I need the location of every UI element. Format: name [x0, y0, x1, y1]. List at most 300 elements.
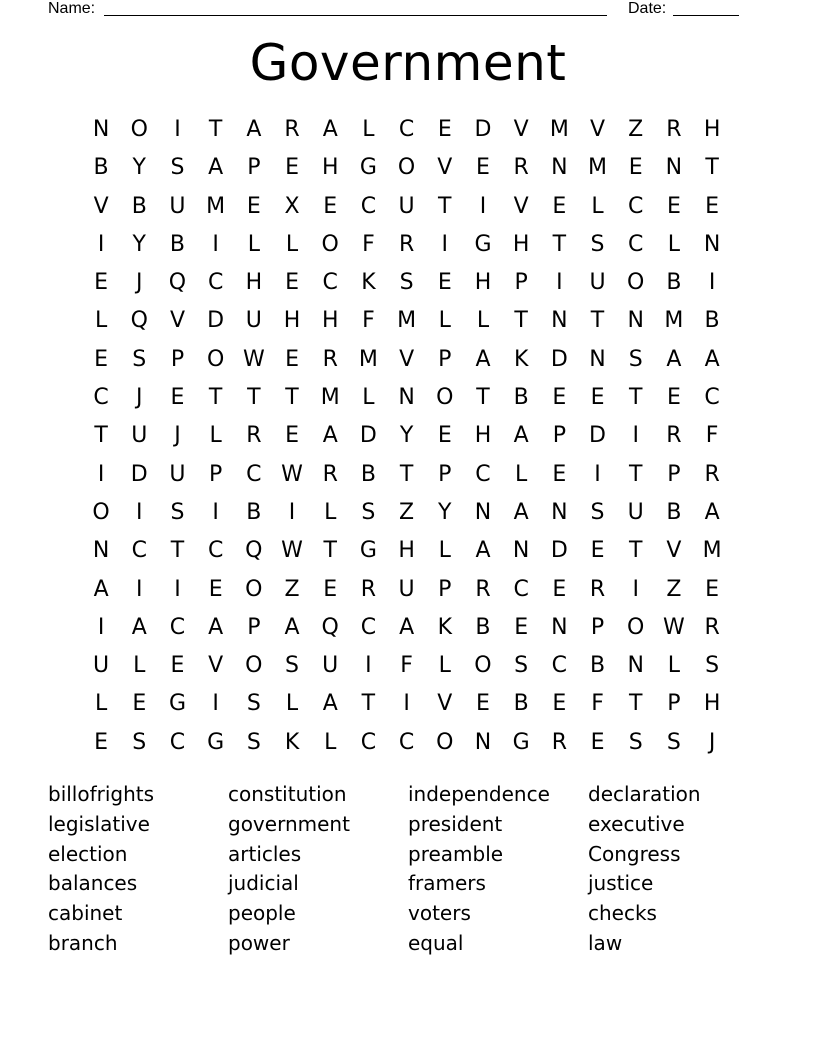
grid-letter[interactable]: S [628, 729, 643, 755]
grid-letter[interactable]: O [206, 346, 225, 372]
grid-letter[interactable]: N [474, 729, 492, 755]
grid-letter[interactable]: G [512, 729, 530, 755]
grid-letter[interactable]: B [360, 461, 376, 487]
grid-letter[interactable]: P [247, 614, 261, 640]
grid-letter[interactable]: A [666, 346, 682, 372]
grid-letter[interactable]: E [705, 193, 720, 219]
grid-letter[interactable]: S [399, 270, 414, 296]
grid-letter[interactable]: Y [132, 155, 146, 181]
grid-letter[interactable]: N [703, 231, 721, 257]
grid-letter[interactable]: P [667, 691, 681, 717]
grid-letter[interactable]: E [170, 385, 185, 411]
word-list [48, 780, 768, 959]
grid-letter[interactable]: I [708, 270, 716, 296]
grid-letter[interactable]: C [93, 385, 109, 411]
grid-letter[interactable]: D [589, 423, 606, 449]
grid-letter[interactable]: T [628, 385, 643, 411]
grid-letter[interactable]: I [441, 231, 449, 257]
grid-letter[interactable]: Q [321, 614, 339, 640]
grid-letter[interactable]: U [169, 461, 186, 487]
grid-letter[interactable]: E [590, 729, 605, 755]
grid-letter[interactable]: H [703, 691, 721, 717]
grid-letter[interactable]: R [322, 346, 338, 372]
grid-letter[interactable]: Z [284, 576, 300, 602]
grid-letter[interactable]: O [397, 155, 416, 181]
grid-letter[interactable]: A [284, 614, 300, 640]
grid-letter[interactable]: L [247, 231, 260, 257]
grid-letter[interactable]: G [474, 231, 492, 257]
grid-letter[interactable]: M [320, 385, 340, 411]
grid-letter[interactable]: N [551, 155, 568, 181]
grid-letter[interactable]: R [246, 423, 262, 449]
grid-letter[interactable]: I [174, 576, 181, 602]
grid-letter[interactable]: T [628, 538, 643, 564]
grid-letter[interactable]: T [170, 538, 185, 564]
grid-letter[interactable]: N [398, 385, 415, 411]
grid-letter[interactable]: I [212, 231, 219, 257]
grid-letter[interactable]: R [666, 117, 682, 142]
grid-letter[interactable]: A [704, 499, 720, 525]
grid-letter[interactable]: B [93, 155, 109, 181]
grid-letter[interactable]: L [133, 653, 146, 679]
grid-letter[interactable]: N [665, 155, 683, 181]
grid-letter[interactable]: O [627, 270, 645, 296]
grid-letter[interactable]: C [322, 270, 338, 296]
grid-letter[interactable]: S [246, 691, 261, 717]
grid-letter[interactable]: K [284, 729, 300, 755]
date-blank-line[interactable] [673, 15, 739, 16]
grid-letter[interactable]: V [93, 193, 109, 219]
grid-letter[interactable]: A [208, 614, 224, 640]
grid-letter[interactable]: P [170, 346, 185, 372]
grid-letter[interactable]: E [552, 385, 567, 411]
grid-letter[interactable]: O [436, 385, 454, 411]
grid-letter[interactable]: C [169, 614, 186, 640]
grid-letter[interactable]: I [174, 117, 181, 142]
grid-letter[interactable]: A [475, 346, 491, 372]
grid-letter[interactable]: A [246, 117, 262, 142]
grid-letter[interactable]: A [513, 499, 529, 525]
grid-letter[interactable]: I [632, 576, 639, 602]
grid-letter[interactable]: N [474, 499, 492, 525]
grid-letter[interactable]: U [589, 270, 606, 296]
grid-letter[interactable]: N [589, 346, 606, 372]
grid-letter[interactable]: W [281, 538, 303, 564]
grid-letter[interactable]: D [474, 117, 492, 142]
grid-letter[interactable]: R [704, 461, 720, 487]
grid-letter[interactable]: N [92, 117, 110, 142]
grid-letter[interactable]: C [360, 614, 377, 640]
grid-letter[interactable]: A [93, 576, 109, 602]
grid-letter[interactable]: I [288, 499, 296, 525]
grid-letter[interactable]: R [551, 729, 567, 755]
grid-letter[interactable]: P [438, 576, 452, 602]
grid-letter[interactable]: P [209, 461, 223, 487]
grid-letter[interactable]: Z [399, 499, 415, 525]
grid-letter[interactable]: S [285, 653, 300, 679]
grid-letter[interactable]: E [552, 576, 567, 602]
grid-letter[interactable]: S [132, 729, 147, 755]
grid-letter[interactable]: E [666, 193, 681, 219]
grid-letter[interactable]: D [359, 423, 377, 449]
grid-letter[interactable]: C [246, 461, 262, 487]
grid-letter[interactable]: E [666, 385, 681, 411]
grid-letter[interactable]: L [324, 499, 337, 525]
grid-letter[interactable]: U [398, 576, 415, 602]
grid-letter[interactable]: L [667, 231, 681, 257]
grid-letter[interactable]: T [247, 385, 261, 411]
grid-letter[interactable]: V [590, 117, 606, 142]
grid-letter[interactable]: P [667, 461, 681, 487]
grid-letter[interactable]: L [285, 231, 299, 257]
grid-letter[interactable]: V [437, 155, 453, 181]
grid-letter[interactable]: F [362, 308, 375, 334]
grid-letter[interactable]: C [704, 385, 720, 411]
grid-letter[interactable]: E [94, 729, 109, 755]
grid-letter[interactable]: C [628, 231, 644, 257]
grid-letter[interactable]: N [627, 308, 644, 334]
grid-letter[interactable]: E [323, 576, 338, 602]
grid-letter[interactable]: S [590, 499, 605, 525]
grid-letter[interactable]: E [285, 346, 299, 372]
grid-letter[interactable]: S [628, 346, 643, 372]
grid-letter[interactable]: C [169, 729, 186, 755]
grid-letter[interactable]: L [667, 653, 681, 679]
word-list-item: Congress [588, 841, 681, 866]
grid-letter[interactable]: I [212, 499, 219, 525]
grid-letter[interactable]: E [437, 117, 452, 142]
grid-letter[interactable]: I [403, 691, 410, 717]
grid-letter[interactable]: X [284, 193, 300, 219]
grid-letter[interactable]: H [283, 308, 301, 334]
grid-letter[interactable]: M [358, 346, 378, 372]
grid-letter[interactable]: B [513, 691, 529, 717]
grid-letter[interactable]: N [551, 614, 568, 640]
grid-letter[interactable]: O [321, 231, 339, 257]
grid-letter[interactable]: L [94, 308, 108, 334]
grid-letter[interactable]: B [589, 653, 606, 679]
grid-letter[interactable]: I [556, 270, 563, 296]
grid-row [82, 532, 732, 570]
grid-letter[interactable]: Y [399, 423, 414, 449]
grid-letter[interactable]: Q [130, 308, 148, 334]
grid-letter[interactable]: J [174, 423, 181, 449]
grid-letter[interactable]: D [207, 308, 225, 334]
grid-letter[interactable]: R [513, 155, 529, 181]
grid-letter[interactable]: E [437, 423, 452, 449]
grid-letter[interactable]: R [284, 117, 300, 142]
grid-letter[interactable]: U [398, 193, 415, 219]
date-label: Date: [628, 0, 667, 17]
grid-letter[interactable]: G [359, 538, 377, 564]
grid-letter[interactable]: I [97, 461, 105, 487]
grid-letter[interactable]: B [513, 385, 529, 411]
grid-letter[interactable]: L [438, 538, 451, 564]
grid-letter[interactable]: P [438, 346, 452, 372]
grid-letter[interactable]: E [476, 155, 490, 181]
grid-letter[interactable]: F [400, 653, 413, 679]
grid-letter[interactable]: A [322, 117, 338, 142]
grid-letter[interactable]: C [513, 576, 529, 602]
grid-letter[interactable]: V [437, 691, 453, 717]
grid-letter[interactable]: S [590, 231, 605, 257]
grid-letter[interactable]: O [92, 499, 110, 525]
grid-letter[interactable]: J [136, 385, 143, 411]
grid-letter[interactable]: M [702, 538, 722, 564]
grid-letter[interactable]: U [245, 308, 262, 334]
grid-letter[interactable]: A [513, 423, 529, 449]
grid-letter[interactable]: B [666, 499, 682, 525]
grid-letter[interactable]: D [550, 538, 568, 564]
grid-letter[interactable]: H [321, 308, 339, 334]
grid-letter[interactable]: B [475, 614, 491, 640]
grid-letter[interactable]: M [206, 193, 226, 219]
grid-letter[interactable]: B [666, 270, 682, 296]
grid-letter[interactable]: I [136, 499, 143, 525]
grid-letter[interactable]: T [208, 385, 223, 411]
grid-letter[interactable]: N [92, 538, 110, 564]
grid-letter[interactable]: T [705, 155, 719, 181]
grid-letter[interactable]: K [437, 614, 452, 640]
grid-letter[interactable]: C [475, 461, 491, 487]
grid-letter[interactable]: N [551, 499, 568, 525]
grid-letter[interactable]: L [438, 308, 451, 334]
grid-letter[interactable]: F [591, 691, 604, 717]
grid-letter[interactable]: I [97, 231, 105, 257]
grid-letter[interactable]: M [549, 117, 569, 142]
grid-letter[interactable]: S [132, 346, 147, 372]
grid-letter[interactable]: O [130, 117, 148, 142]
grid-letter[interactable]: D [550, 346, 568, 372]
word-list-item: voters [408, 901, 471, 926]
grid-letter[interactable]: R [360, 576, 377, 602]
grid-letter[interactable]: U [93, 653, 110, 679]
grid-letter[interactable]: L [94, 691, 108, 717]
grid-letter[interactable]: C [360, 729, 377, 755]
grid-letter[interactable]: C [131, 538, 147, 564]
grid-letter[interactable]: E [628, 155, 643, 181]
grid-letter[interactable]: G [207, 729, 225, 755]
grid-letter[interactable]: C [398, 117, 415, 142]
grid-letter[interactable]: P [247, 155, 261, 181]
grid-letter[interactable]: E [285, 270, 299, 296]
grid-letter[interactable]: T [628, 691, 643, 717]
grid-letter[interactable]: E [285, 423, 299, 449]
grid-letter[interactable]: G [168, 691, 186, 717]
grid-letter[interactable]: E [705, 576, 720, 602]
grid-letter[interactable]: Y [132, 231, 146, 257]
grid-letter[interactable]: H [512, 231, 530, 257]
grid-letter[interactable]: A [322, 691, 338, 717]
grid-letter[interactable]: K [513, 346, 529, 372]
grid-letter[interactable]: J [708, 729, 716, 755]
grid-letter[interactable]: B [246, 499, 262, 525]
grid-letter[interactable]: T [94, 423, 108, 449]
grid-letter[interactable]: E [552, 691, 567, 717]
grid-letter[interactable]: H [474, 270, 492, 296]
grid-letter[interactable]: Q [168, 270, 187, 296]
name-blank-line[interactable] [104, 15, 607, 16]
grid-letter[interactable]: P [514, 270, 528, 296]
grid-letter[interactable]: G [359, 155, 377, 181]
grid-letter[interactable]: L [515, 461, 528, 487]
grid-letter[interactable]: D [130, 461, 148, 487]
grid-letter[interactable]: T [552, 231, 567, 257]
grid-letter[interactable]: L [476, 308, 490, 334]
grid-letter[interactable]: T [514, 308, 528, 334]
grid-letter[interactable]: V [208, 653, 224, 679]
grid-letter[interactable]: F [362, 231, 375, 257]
grid-letter[interactable]: T [476, 385, 490, 411]
grid-letter[interactable]: S [170, 155, 185, 181]
grid-letter[interactable]: E [323, 193, 338, 219]
grid-letter[interactable]: I [479, 193, 487, 219]
grid-letter[interactable]: T [323, 538, 337, 564]
grid-letter[interactable]: L [362, 385, 375, 411]
grid-letter[interactable]: Z [666, 576, 682, 602]
grid-letter[interactable]: B [704, 308, 720, 334]
grid-letter[interactable]: T [399, 461, 414, 487]
grid-letter[interactable]: E [94, 346, 109, 372]
grid-letter[interactable]: L [591, 193, 604, 219]
grid-letter[interactable]: I [594, 461, 601, 487]
grid-letter[interactable]: T [208, 117, 223, 142]
grid-letter[interactable]: C [398, 729, 415, 755]
grid-letter[interactable]: W [242, 346, 265, 372]
grid-letter[interactable]: V [513, 193, 529, 219]
grid-letter[interactable]: T [628, 461, 643, 487]
grid-letter[interactable]: L [324, 729, 337, 755]
grid-letter[interactable]: I [136, 576, 143, 602]
grid-letter[interactable]: A [322, 423, 338, 449]
grid-letter[interactable]: V [399, 346, 415, 372]
grid-letter[interactable]: T [361, 691, 376, 717]
grid-letter[interactable]: W [281, 461, 303, 487]
grid-letter[interactable]: U [169, 193, 186, 219]
grid-letter[interactable]: H [703, 117, 721, 142]
grid-letter[interactable]: V [513, 117, 529, 142]
grid-letter[interactable]: J [136, 270, 143, 296]
grid-letter[interactable]: A [399, 614, 415, 640]
grid-letter[interactable]: T [590, 308, 605, 334]
grid-letter[interactable]: A [131, 614, 147, 640]
grid-letter[interactable]: M [588, 155, 608, 181]
grid-letter[interactable]: H [321, 155, 339, 181]
grid-letter[interactable]: U [131, 423, 148, 449]
grid-letter[interactable]: R [322, 461, 338, 487]
grid-letter[interactable]: N [512, 538, 530, 564]
grid-letter[interactable]: T [438, 193, 452, 219]
grid-letter[interactable]: N [627, 653, 644, 679]
grid-letter[interactable]: R [398, 231, 415, 257]
grid-letter[interactable]: L [209, 423, 222, 449]
grid-letter[interactable]: H [245, 270, 263, 296]
word-list-item: framers [408, 871, 486, 896]
grid-letter[interactable]: I [212, 691, 219, 717]
grid-letter[interactable]: S [666, 729, 681, 755]
grid-letter[interactable]: S [170, 499, 185, 525]
grid-letter[interactable]: W [663, 614, 685, 640]
grid-letter[interactable]: M [397, 308, 417, 334]
grid-letter[interactable]: E [552, 461, 567, 487]
grid-letter[interactable]: L [362, 117, 375, 142]
grid-letter[interactable]: T [285, 385, 299, 411]
grid-letter[interactable]: R [666, 423, 682, 449]
grid-letter[interactable]: U [322, 653, 339, 679]
grid-letter[interactable]: I [632, 423, 639, 449]
grid-letter[interactable]: E [437, 270, 452, 296]
grid-letter[interactable]: V [169, 308, 185, 334]
grid-letter[interactable]: R [589, 576, 606, 602]
grid-letter[interactable]: A [475, 538, 491, 564]
grid-letter[interactable]: I [97, 614, 105, 640]
grid-letter[interactable]: U [627, 499, 644, 525]
grid-letter[interactable]: O [436, 729, 454, 755]
grid-letter[interactable]: R [475, 576, 491, 602]
grid-letter[interactable]: C [207, 538, 224, 564]
grid-letter[interactable]: P [438, 461, 452, 487]
grid-letter[interactable]: O [245, 576, 263, 602]
grid-letter[interactable]: P [590, 614, 605, 640]
grid-letter[interactable]: V [666, 538, 682, 564]
grid-letter[interactable]: E [514, 614, 529, 640]
grid-letter[interactable]: L [285, 691, 299, 717]
grid-letter[interactable]: C [628, 193, 644, 219]
grid-letter[interactable]: E [94, 270, 109, 296]
grid-letter[interactable]: S [514, 653, 529, 679]
grid-letter[interactable]: C [207, 270, 224, 296]
grid-letter[interactable]: Y [438, 499, 452, 525]
grid-letter[interactable]: F [705, 423, 719, 449]
grid-letter[interactable]: A [704, 346, 720, 372]
grid-letter[interactable]: E [246, 193, 261, 219]
grid-letter[interactable]: O [474, 653, 492, 679]
grid-letter[interactable]: S [705, 653, 720, 679]
grid-letter[interactable]: O [245, 653, 263, 679]
grid-letter[interactable]: E [590, 385, 605, 411]
grid-letter[interactable]: I [365, 653, 372, 679]
grid-letter[interactable]: P [552, 423, 566, 449]
grid-letter[interactable]: Q [245, 538, 263, 564]
grid-letter[interactable]: C [360, 193, 377, 219]
grid-letter[interactable]: N [551, 308, 568, 334]
grid-letter[interactable]: E [170, 653, 185, 679]
page-title: Government [249, 34, 567, 92]
grid-letter[interactable]: S [361, 499, 376, 525]
grid-letter[interactable]: S [246, 729, 261, 755]
grid-letter[interactable]: E [476, 691, 490, 717]
grid-letter[interactable]: L [438, 653, 451, 679]
grid-letter[interactable]: C [551, 653, 568, 679]
grid-letter[interactable]: E [285, 155, 299, 181]
grid-letter[interactable]: M [664, 308, 684, 334]
grid-letter[interactable]: E [132, 691, 147, 717]
grid-letter[interactable]: B [169, 231, 186, 257]
grid-letter[interactable]: H [474, 423, 492, 449]
grid-letter[interactable]: H [398, 538, 415, 564]
grid-letter[interactable]: Z [628, 117, 644, 142]
grid-letter[interactable]: B [131, 193, 147, 219]
grid-letter[interactable]: E [208, 576, 223, 602]
grid-letter[interactable]: K [361, 270, 376, 296]
word-list-item: declaration [588, 782, 701, 806]
grid-letter[interactable]: A [208, 155, 224, 181]
word-list-item: people [228, 901, 296, 926]
grid-letter[interactable]: O [627, 614, 645, 640]
grid-letter[interactable]: E [590, 538, 605, 564]
grid-letter[interactable]: R [704, 614, 720, 640]
grid-letter[interactable]: E [552, 193, 567, 219]
